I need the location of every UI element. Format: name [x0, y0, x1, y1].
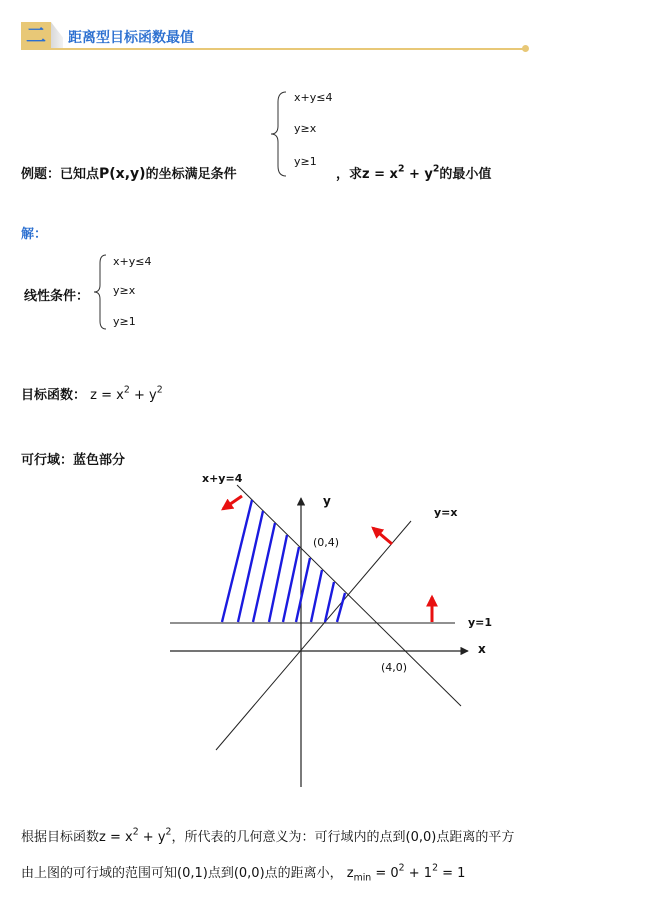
example-condition-3: y≥1 — [294, 155, 317, 168]
line-y-equals-x — [216, 521, 411, 750]
label-point-0-4: (0,4) — [313, 536, 340, 549]
zmin-part-2: + 1 — [404, 866, 433, 881]
conclusion-eq: = — [105, 830, 126, 845]
section-underline-dot — [522, 45, 529, 52]
example-question — [336, 163, 491, 182]
example-condition-text: 的坐标满足条件 — [145, 167, 237, 182]
objective-label: 目标函数： — [21, 388, 87, 403]
conclusion-x-exp: 2 — [132, 826, 139, 838]
conclusion-z: z — [99, 830, 106, 845]
conclusion-plus: + — [138, 830, 158, 845]
example-eq: = — [369, 167, 390, 182]
conclusion-line-2 — [21, 862, 466, 884]
feasible-label: 可行域：蓝色部分 — [21, 453, 126, 468]
label-y-equals-1: y=1 — [468, 616, 493, 629]
linear-condition-1: x+y≤4 — [113, 255, 152, 268]
example-z: z — [362, 167, 370, 182]
conclusion-suffix: ，所代表的几何意义为：可行域内的点到(0,0)点距离的平方 — [171, 830, 515, 845]
example-label: 例题：已知点 — [21, 167, 100, 182]
conclusion-prefix: 根据目标函数 — [21, 830, 100, 845]
conclusion-x: x — [125, 830, 133, 845]
zmin-sub: min — [353, 872, 372, 884]
example-question-suffix: 的最小值 — [439, 167, 492, 182]
hatch-line — [222, 500, 252, 622]
line-x-plus-y-4 — [237, 485, 461, 706]
solution-label: 解： — [21, 227, 48, 242]
linear-brace — [91, 253, 109, 331]
objective-x: x — [116, 388, 124, 403]
hatch-line — [238, 511, 263, 622]
objective-eq: = — [96, 388, 117, 403]
zmin-formula — [346, 862, 466, 884]
example-point: P(x,y) — [99, 166, 146, 182]
example-question-prefix: ，求 — [336, 167, 363, 182]
linear-condition-2: y≥x — [113, 284, 136, 297]
objective-line — [21, 384, 163, 403]
conclusion-line-1 — [21, 826, 514, 845]
objective-z: z — [90, 388, 97, 403]
label-y-axis: y — [323, 494, 331, 508]
hatch-line — [337, 593, 345, 622]
direction-arrow-line1 — [223, 496, 242, 509]
zmin-z: z — [346, 866, 354, 881]
objective-y-exp: 2 — [156, 384, 163, 396]
example-statement — [21, 163, 237, 182]
example-x: x — [389, 167, 398, 182]
feasible-region-graph — [0, 460, 667, 795]
conclusion-y: y — [157, 830, 166, 845]
hatch-line — [311, 570, 322, 622]
example-y: y — [424, 167, 433, 182]
label-point-4-0: (4,0) — [381, 661, 408, 674]
section-badge: 二 — [21, 22, 51, 48]
objective-x-exp: 2 — [123, 384, 130, 396]
zmin-part-1: = 0 — [371, 866, 399, 881]
label-x-plus-y-4: x+y=4 — [202, 472, 243, 485]
label-x-axis: x — [478, 642, 486, 656]
example-plus: + — [404, 167, 425, 182]
hatch-line — [296, 558, 310, 622]
conclusion-p2-text: 由上图的可行域的范围可知(0,1)点到(0,0)点的距离小， — [21, 866, 343, 881]
example-y-exp: 2 — [432, 163, 440, 175]
linear-condition-3: y≥1 — [113, 315, 136, 328]
objective-plus: + — [129, 388, 149, 403]
zmin-exp-2: 2 — [432, 862, 439, 874]
objective-formula — [90, 384, 163, 403]
zmin-exp-1: 2 — [398, 862, 405, 874]
hatch-line — [269, 535, 287, 622]
section-title: 距离型目标函数最值 — [68, 30, 194, 46]
section-badge-fold — [51, 22, 63, 48]
example-condition-1: x+y≤4 — [294, 91, 333, 104]
objective-y: y — [148, 388, 157, 403]
example-x-exp: 2 — [397, 163, 405, 175]
label-y-equals-x: y=x — [434, 506, 458, 519]
section-underline — [21, 48, 525, 50]
conclusion-y-exp: 2 — [165, 826, 172, 838]
linear-label: 线性条件： — [24, 289, 90, 304]
hatch-line — [283, 547, 299, 622]
feasible-hatch — [222, 500, 345, 622]
zmin-part-3: = 1 — [438, 866, 466, 881]
example-brace — [268, 90, 290, 178]
example-condition-2: y≥x — [294, 122, 317, 135]
direction-arrow-yx — [373, 528, 392, 544]
